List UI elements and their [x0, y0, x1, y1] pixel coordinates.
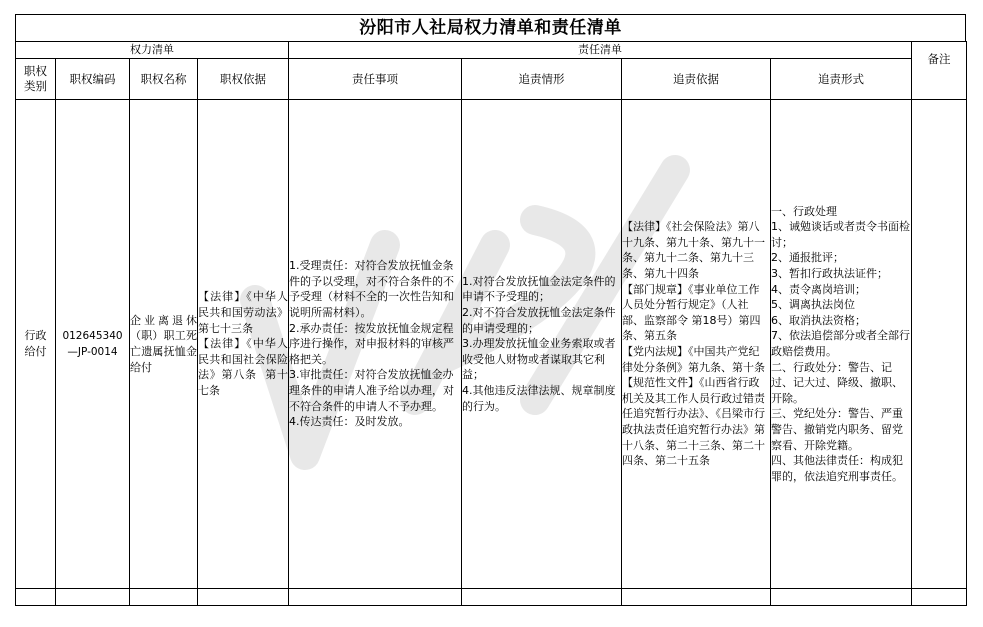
header-accountability-cases: 追责情形: [462, 59, 622, 100]
header-category: 职权 类别: [16, 59, 56, 100]
cell-duties: 1.受理责任：对符合发放抚恤金条件的予以受理，对不符合条件的不予受理（材料不全的一次性告知和说明所需材料）。 2.承办责任：按发放抚恤金规定程序进行操作，对申报材料的审核严格把关。 3.审批责任：对符合发放抚恤金办理条件的申请人准予给以办理，对不符合条件的申请人不予办理。 4.传达责任：及时发放。: [289, 100, 462, 589]
cell-code: 012645340 —JP-0014: [56, 100, 130, 589]
header-accountability-basis: 追责依据: [622, 59, 771, 100]
blank-row: [16, 589, 967, 606]
page-title: 汾阳市人社局权力清单和责任清单: [15, 14, 966, 41]
blank-cell: [16, 589, 56, 606]
blank-cell: [622, 589, 771, 606]
cell-accountability-basis: 【法律】《社会保险法》第八十九条、第九十条、第九十一条、第九十二条、第九十三条、第九十四条 【部门规章】《事业单位工作人员处分暂行规定》（人社部、监察部令 第18号）第四条、第五条 【党内法规】《中国共产党纪律处分条例》第九条、第十条 【规范性文件】《山西省行政机关及其工作人员行政过错责任追究暂行办法》、《吕梁市行政执法责任追究暂行办法》第十八条、第二十三条、第二十四条、第二十五条: [622, 100, 771, 589]
blank-cell: [289, 589, 462, 606]
blank-cell: [198, 589, 289, 606]
cell-remarks: [912, 100, 967, 589]
header-remarks: 备注: [912, 42, 967, 100]
header-name: 职权名称: [130, 59, 198, 100]
header-accountability-forms: 追责形式: [771, 59, 912, 100]
blank-cell: [771, 589, 912, 606]
group-power-list: 权力清单: [16, 42, 289, 59]
cell-accountability-forms: 一、行政处理 1、诫勉谈话或者责令书面检讨； 2、通报批评； 3、暂扣行政执法证件； 4、责令离岗培训； 5、调离执法岗位 6、取消执法资格； 7、依法追偿部分或者全部行政赔偿费用。 二、行政处分：警告、记过、记大过、降级、撤职、开除。 三、党纪处分：警告、严重警告、撤销党内职务、留党察看、开除党籍。 四、其他法律责任：构成犯罪的，依法追究刑事责任。: [771, 100, 912, 589]
cell-basis: 【法律】《中华人民共和国劳动法》第七十三条 【法律】《中华人民共和国社会保险法》第八条 第十七条: [198, 100, 289, 589]
blank-cell: [912, 589, 967, 606]
column-header-row: [16, 59, 967, 100]
group-header-row: [16, 42, 967, 59]
blank-cell: [462, 589, 622, 606]
table-row: [16, 100, 967, 589]
cell-name: 企业离退休（职）职工死亡遗属抚恤金给付: [130, 100, 198, 589]
blank-cell: [130, 589, 198, 606]
cell-category: 行政 给付: [16, 100, 56, 589]
header-duties: 责任事项: [289, 59, 462, 100]
blank-cell: [56, 589, 130, 606]
cell-accountability-cases: 1.对符合发放抚恤金法定条件的申请不予受理的； 2.对不符合发放抚恤金法定条件的申请受理的； 3.办理发放抚恤金业务索取或者收受他人财物或者谋取其它利益； 4.其他违反法律法规、规章制度的行为。: [462, 100, 622, 589]
header-basis: 职权依据: [198, 59, 289, 100]
document-sheet: [15, 14, 966, 608]
group-responsibility-list: 责任清单: [289, 42, 912, 59]
responsibility-table: [15, 41, 967, 606]
header-code: 职权编码: [56, 59, 130, 100]
